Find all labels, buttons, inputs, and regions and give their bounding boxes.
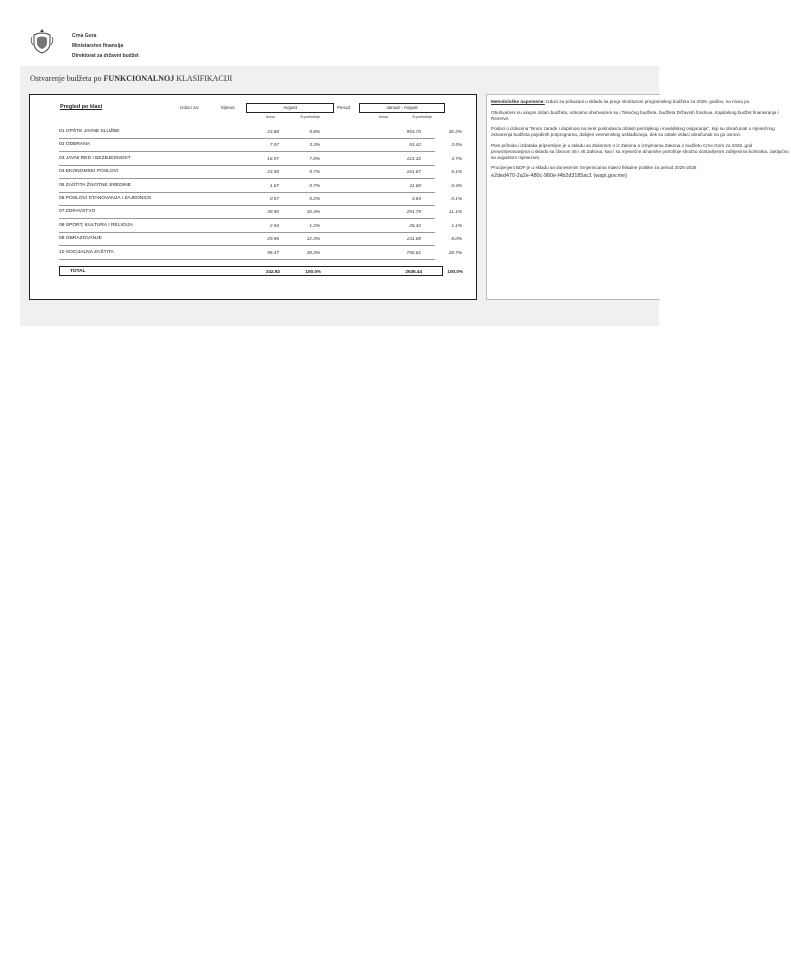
title-suffix: KLASIFIKACIJI [176,74,233,83]
izdaci-label: Izdaci za: [180,105,200,110]
organization-name [72,31,232,61]
total-period-amount: 2635.44 [405,268,422,274]
table-row [59,232,462,246]
total-month-pct: 100.0% [305,268,321,274]
col-period-amount: Iznos [379,115,389,119]
notes-paragraph-2: Obuhvaćeni su ukupni izdaci budžeta, odnosno obuhvaćeni su i Tekućeg budžeta, budžeta Državnih fondova, Kapitalnog budžet finansiranja i Rezerve. [491,109,779,121]
month-pct: 12.3% [306,236,320,242]
month-amount: 95.47 [267,249,279,255]
period-pct: 11.1% [449,209,462,215]
row-label: 01 OPŠTE JAVNE SLUŽBE [59,129,120,134]
month-pct: 16.4% [306,209,320,215]
row-label: 07 ZDRAVSTVO [59,209,96,215]
month-amount: 29.96 [267,236,279,242]
month-pct: 0.2% [309,196,320,201]
total-period-pct: 100.0% [447,268,463,274]
month-amount: 39.90 [267,209,279,215]
month-pct: 3.3% [309,142,320,148]
month-amount: 16.97 [267,155,279,161]
col-month-pct: % potrošnje [300,115,321,119]
period-amount: 11.60 [409,182,421,188]
table-row [59,219,462,233]
month-amount: 7.97 [269,142,279,148]
period-selector[interactable]: Januar - Avgust [359,103,445,113]
month-pct: 0.7% [309,182,320,188]
row-label: 05 ZAŠTITA ŽIVOTNE SREDINE [59,182,131,188]
row-label: 06 POSLOVI STANOVANJA I ZAJEDNICE [59,196,152,201]
row-label: 09 OBRAZOVANJE [59,236,102,242]
total-month-amount: 242.92 [265,268,280,274]
row-label: 10 SOCIJALNA ZAŠTITA [59,249,114,255]
table-row [59,205,462,219]
coat-of-arms-icon [30,28,54,54]
period-amount: 953.70 [406,129,421,134]
row-label: 03 JAVNI RED I BEZBJEDNOST [59,155,131,161]
month-amount: 23.58 [267,169,279,175]
month-selector[interactable]: Avgust [246,103,334,113]
methodology-notes [486,94,789,300]
month-amount: 0.57 [269,196,279,201]
month-pct: 1.2% [309,222,320,228]
period-pct: 36.2% [448,129,462,134]
notes-paragraph-3: Podaci o izdacima "Bruto zarade i doprinosi na teret poslodavca oblasti penzijskog i invalidskog osiguranja", koji su obračunati u mjesečnog ostvarenja budžeta pojedinih potprograma, dobijen vremenskog usklađivanja, dok su ostale izdaci obračunati na go osnovi. [491,126,775,137]
table-row [59,125,462,139]
notes-paragraph-1: Izdaci su prikazani u skladu sa progr strukturom programskog budžeta za 2025. godinu, na nivou po [546,99,750,104]
total-row [59,266,463,276]
period-amount: 756.61 [406,249,421,255]
title-bold: FUNKCIONALNOJ [103,74,175,83]
period-amount: 28.42 [409,222,421,228]
row-label: 08 SPORT, KULTURA I RELIGIJA [59,222,133,228]
period-amount: 291.79 [406,209,421,215]
table-row [59,192,462,206]
notes-paragraph-4: Plan prihoda i izdataka pripremljen je u skladu sa Zakonom o iz Zakona o izmjenama Zakona o budžetu Crne Gore za 2025. god preusmjeravanjima u skladu sa članom 45 i 46 Zakona, kao i sa mjesečne dinamike potrošnje shodno dostavljenim zahtjevima korisnika, zaključno sa avgustom mjesecom. [491,142,789,160]
total-label: TOTAL [70,268,86,274]
month-amount: 23.88 [267,129,279,134]
period-pct: 0.4% [451,182,462,188]
pregled-label: Pregled po klasi [60,104,103,110]
report-panel [20,66,789,326]
org-line-ministry: Ministarstvo finansija [72,43,124,49]
period-amount: 91.42 [409,142,421,148]
org-line-country: Crna Gora [72,33,97,39]
month-amount: 2.94 [269,222,279,228]
table-row [59,165,462,179]
month-pct: 9.7% [309,169,320,175]
row-label: 02 ODBRANA [59,142,90,148]
notes-heading: Metodološke napomene: [491,99,545,104]
period-amount: 124.32 [406,155,421,161]
col-month-amount: Iznos [266,115,276,119]
org-line-directorate: Direktorat za državni budžet [72,53,139,59]
title-prefix: Ostvarenje budžeta po [30,74,102,83]
month-pct: 39.3% [306,249,320,255]
report-title [30,74,232,83]
period-label: Period [337,105,351,110]
period-amount: 161.87 [406,169,421,175]
period-pct: 6.1% [451,169,462,175]
table-row [59,179,462,193]
period-pct: 28.7% [448,249,462,255]
period-pct: 4.7% [451,155,462,161]
mjesec-label: Mjesec [221,105,236,110]
table-row [59,138,462,152]
month-pct: 7.0% [309,155,320,161]
classification-table [29,94,477,300]
period-pct: 1.1% [451,222,462,228]
table-row [59,152,462,166]
period-amount: 3.84 [411,196,421,201]
period-pct: 0.1% [451,196,462,201]
month-pct: 9.8% [309,129,320,134]
table-row [59,246,462,260]
row-label: 04 EKONOMSKI POSLOVI [59,169,119,175]
col-period-pct: % potrošnje [412,115,433,119]
month-amount: 1.67 [269,182,279,188]
document-hash: e2ded470-2a2e-480c-980e-f4b2d3185ac1 (wapi.gov.me) [491,172,627,179]
period-pct: 8.0% [451,236,462,242]
notes-paragraph-5: Procijenjeni BDP je u skladu sa donesenim Smjernicama makro fiskalne politike za period 2025-2028 [491,165,697,170]
period-amount: 211.88 [407,236,421,242]
period-pct: 3.5% [451,142,462,148]
